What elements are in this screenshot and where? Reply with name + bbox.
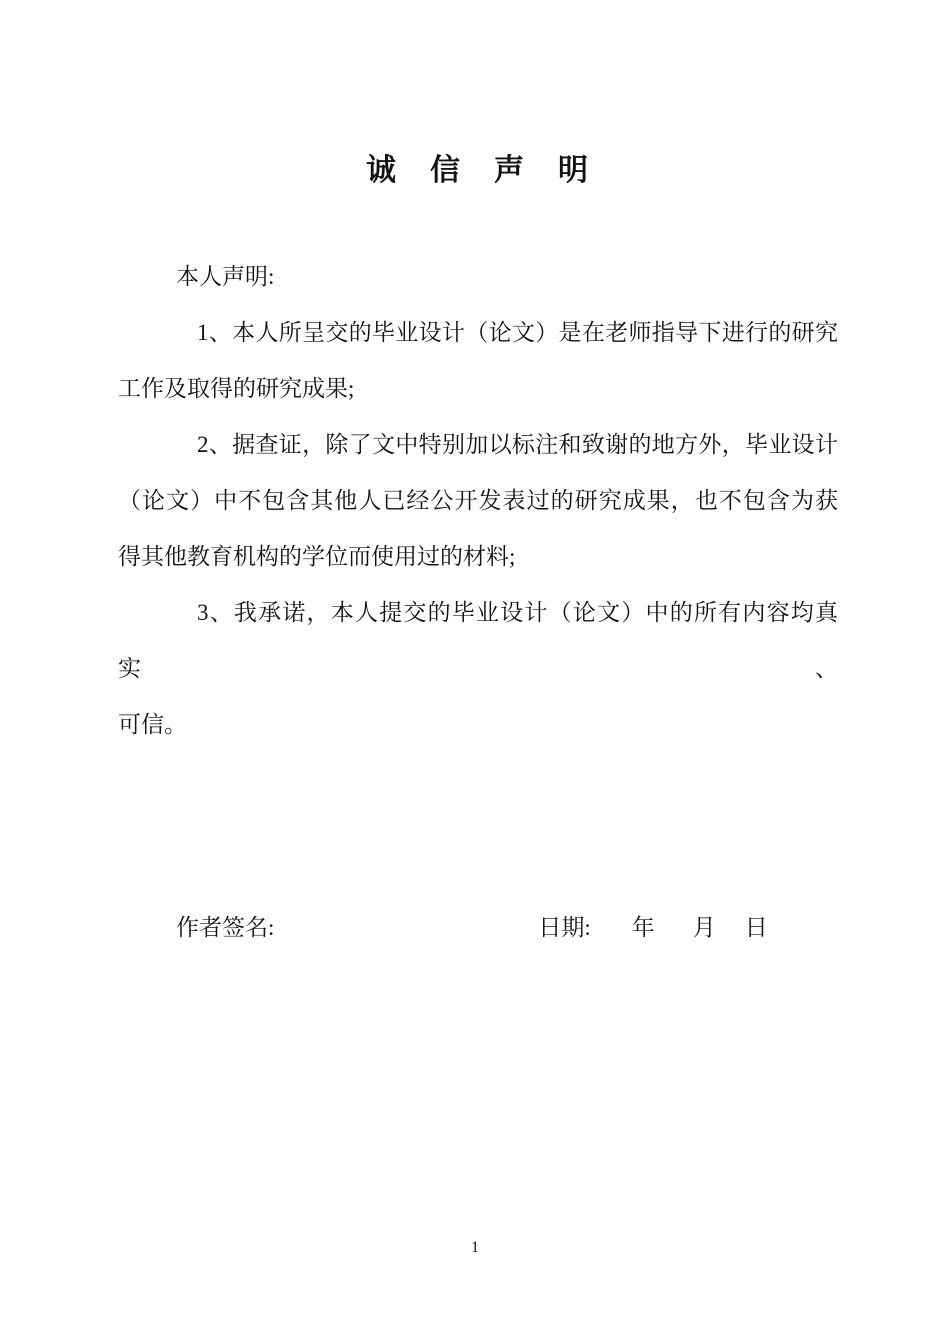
clause-1-line-2: 工作及取得的研究成果; xyxy=(118,376,355,401)
clause-3-line-2: 可信。 xyxy=(118,712,187,737)
clause-2-line-2: （论文）中不包含其他人已经公开发表过的研究成果，也不包含为获 xyxy=(118,488,838,513)
day-label: 日 xyxy=(744,915,768,940)
date-blank-space xyxy=(591,934,632,935)
year-blank-space xyxy=(655,934,693,935)
page-title: 诚 信 声 明 xyxy=(366,154,590,187)
clause-3-line-1: 3、我承诺，本人提交的毕业设计（论文）中的所有内容均真实、 xyxy=(118,600,838,681)
signature-blank-space xyxy=(274,934,538,935)
author-signature-label: 作者签名: xyxy=(176,915,275,940)
page-number: 1 xyxy=(471,1239,479,1256)
date-label: 日期: xyxy=(538,915,591,940)
month-label: 月 xyxy=(692,915,716,940)
clause-2-line-1: 2、据查证，除了文中特别加以标注和致谢的地方外，毕业设计 xyxy=(197,432,838,457)
clause-1-line-1: 1、本人所呈交的毕业设计（论文）是在老师指导下进行的研究 xyxy=(197,320,838,345)
declaration-body xyxy=(118,249,838,753)
signature-row xyxy=(118,900,838,956)
month-blank-space xyxy=(716,934,745,935)
year-label: 年 xyxy=(631,915,655,940)
declaration-intro: 本人声明: xyxy=(176,264,275,289)
clause-2-line-3: 得其他教育机构的学位而使用过的材料; xyxy=(118,544,516,569)
